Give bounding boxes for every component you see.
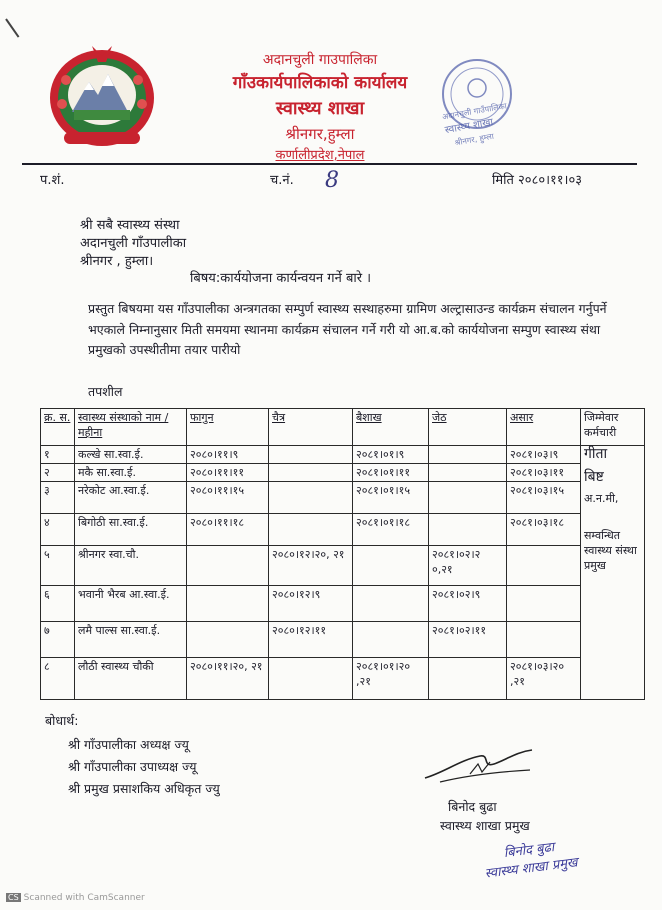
cell-name: लमै पाल्स सा.स्वा.ई. [75,622,187,658]
col-header-jeth: जेठ [429,409,507,446]
cc-item: श्री प्रमुख प्रसाशकिय अधिकृत ज्यु [68,781,220,796]
cell-asar: २०८१।०३।९ [507,446,581,464]
col-header-sn: क्र. स. [41,409,75,446]
cell-name: मकै सा.स्वा.ई. [75,464,187,482]
cell-asar: २०८१।०३।२० ,२१ [507,658,581,700]
municipality-name: अदानचुली गाउपालिका [262,52,378,68]
cell-fagun [187,546,269,586]
cell-baishakh [353,586,429,622]
responsible-staff-cell [581,446,645,700]
cell-chaitra: २०८०।१२।२०, २१ [269,546,353,586]
cell-chaitra [269,464,353,482]
schedule-table [40,408,645,700]
cell-sn: ८ [41,658,75,700]
table-header-row [41,409,645,446]
svg-text:अदानचुली गाउँपालिका: अदानचुली गाउँपालिका [441,101,508,122]
tapshil-label: तपशील [88,384,123,399]
cell-chaitra [269,446,353,464]
table-row [41,586,645,622]
cc-item: श्री गाँउपालीका अध्यक्ष ज्यू [68,737,189,752]
cell-asar: २०८१।०३।११ [507,464,581,482]
handwritten-signature [420,742,540,792]
office-location: श्रीनगर,हुम्ला [285,125,355,143]
cell-jeth [429,446,507,464]
cell-fagun: २०८०।११।१८ [187,514,269,546]
scanner-text: Scanned with CamScanner [23,893,145,903]
signatory-name: बिनोद बुढा [448,799,497,814]
table-row [41,464,645,482]
cell-sn: ३ [41,482,75,514]
cell-sn: ४ [41,514,75,546]
nepal-emblem-icon [44,40,160,152]
cell-chaitra [269,658,353,700]
chalani-label: च.नं. [270,173,294,188]
cell-jeth [429,464,507,482]
cell-baishakh: २०८१।०१।११ [353,464,429,482]
cell-name: बिगोठी सा.स्वा.ई. [75,514,187,546]
cell-jeth [429,514,507,546]
cell-chaitra: २०८०।१२।११ [269,622,353,658]
cc-label: बोधार्थ: [45,713,79,728]
addressee-line-2: अदानचुली गाँउपालीका [80,236,187,251]
cell-asar: २०८१।०३।१५ [507,482,581,514]
subject-line: बिषय:कार्ययोजना कार्यन्वयन गर्ने बारे । [190,271,372,286]
cell-baishakh [353,622,429,658]
chalani-number: 8 [325,168,339,193]
cell-asar [507,546,581,586]
cell-baishakh: २०८१।०१।९ [353,446,429,464]
addressee-line-1: श्री सबै स्वास्थ्य संस्था [80,218,180,233]
cell-fagun: २०८०।११।१५ [187,482,269,514]
cell-fagun [187,622,269,658]
responsible-last-name: बिष्ट [584,469,604,485]
section-name: स्वास्थ्य शाखा [275,98,365,119]
cell-name: भवानी भैरब आ.स्वा.ई. [75,586,187,622]
cell-chaitra [269,482,353,514]
patra-sankhya-label: प.शं. [40,173,65,188]
addressee-line-3: श्रीनगर , हुम्ला। [80,254,154,269]
cell-jeth [429,658,507,700]
col-header-responsible: जिम्मेवार कर्मचारी [581,409,645,446]
province-name: कर्णालीप्रदेश,नेपाल [275,148,365,163]
cell-name: लौठी स्वास्थ्य चौकी [75,658,187,700]
cell-name: कल्खे सा.स्वा.ई. [75,446,187,464]
cell-sn: ६ [41,586,75,622]
cell-baishakh: २०८१।०१।१८ [353,514,429,546]
col-header-asar: असार [507,409,581,446]
table-row [41,546,645,586]
cell-asar [507,586,581,622]
table-row [41,446,645,464]
cell-name: नरेकोट आ.स्वा.ई. [75,482,187,514]
cell-jeth: २०८१।०२।२ ०,२१ [429,546,507,586]
cell-jeth [429,482,507,514]
col-header-chaitra: चैत्र [269,409,353,446]
svg-text:स्वास्थ्य शाखा: स्वास्थ्य शाखा [444,116,494,137]
scan-mark [5,18,19,37]
cell-baishakh [353,546,429,586]
table-row [41,482,645,514]
cell-name: श्रीनगर स्वा.चौ. [75,546,187,586]
signatory-post: स्वास्थ्य शाखा प्रमुख [440,818,530,833]
cell-asar: २०८१।०३।१८ [507,514,581,546]
cell-asar [507,622,581,658]
office-seal-icon [425,48,535,158]
col-header-fagun: फागुन [187,409,269,446]
cell-baishakh: २०८१।०१।१५ [353,482,429,514]
stamp-post: स्वास्थ्य शाखा प्रमुख [484,855,579,882]
cell-fagun: २०८०।११।११ [187,464,269,482]
cell-chaitra: २०८०।१२।९ [269,586,353,622]
letter-date: मिति २०८०।११।०३ [492,173,582,188]
cell-sn: २ [41,464,75,482]
cell-chaitra [269,514,353,546]
table-row [41,514,645,546]
responsible-other: सम्वन्धित स्वास्थ्य संस्था प्रमुख [584,529,637,572]
cell-fagun [187,586,269,622]
letter-body: प्रस्तुत बिषयमा यस गाँउपालीका अन्त्रगतका सम्पुर्ण स्वास्थ्य सस्थाहरुमा ग्रामिण अल्ट्रासाउन्ड कार्यक्रम संचालन गर्नुपर्ने भएकाले निम्नानुसार मिती समयमा स्थानमा कार्यक्रम संचालन गर्ने गरी यो आ.ब.को कार्ययोजना सम्पुण स्वास्थ्य संथा प्रमुखको उपस्थीतीमा तयार पारीयो [88,301,607,357]
cell-fagun: २०८०।११।२०, २१ [187,658,269,700]
header-rule [22,163,637,165]
cell-jeth: २०८१।०२।९ [429,586,507,622]
col-header-baishakh: बैशाख [353,409,429,446]
name-stamp [468,833,591,883]
cell-baishakh: २०८१।०१।२० ,२१ [353,658,429,700]
col-header-institution: स्वास्थ्य संस्थाको नाम / महीना [75,409,187,446]
cell-fagun: २०८०।११।९ [187,446,269,464]
cell-sn: १ [41,446,75,464]
scanner-watermark [6,893,145,903]
table-row [41,622,645,658]
cell-sn: ५ [41,546,75,586]
cc-item: श्री गाँउपालीका उपाध्यक्ष ज्यू [68,759,197,774]
table-row [41,658,645,700]
responsible-first-name: गीता [584,446,608,462]
cell-jeth: २०८१।०२।११ [429,622,507,658]
office-name: गाँउकार्यपालिकाको कार्यालय [232,73,408,93]
camscanner-icon: CS [8,893,19,902]
responsible-post: अ.न.मी, [584,492,619,505]
stamp-name: बिनोद बुढा [503,840,556,862]
cell-sn: ७ [41,622,75,658]
svg-text:श्रीनगर, हुम्ला: श्रीनगर, हुम्ला [454,131,495,148]
